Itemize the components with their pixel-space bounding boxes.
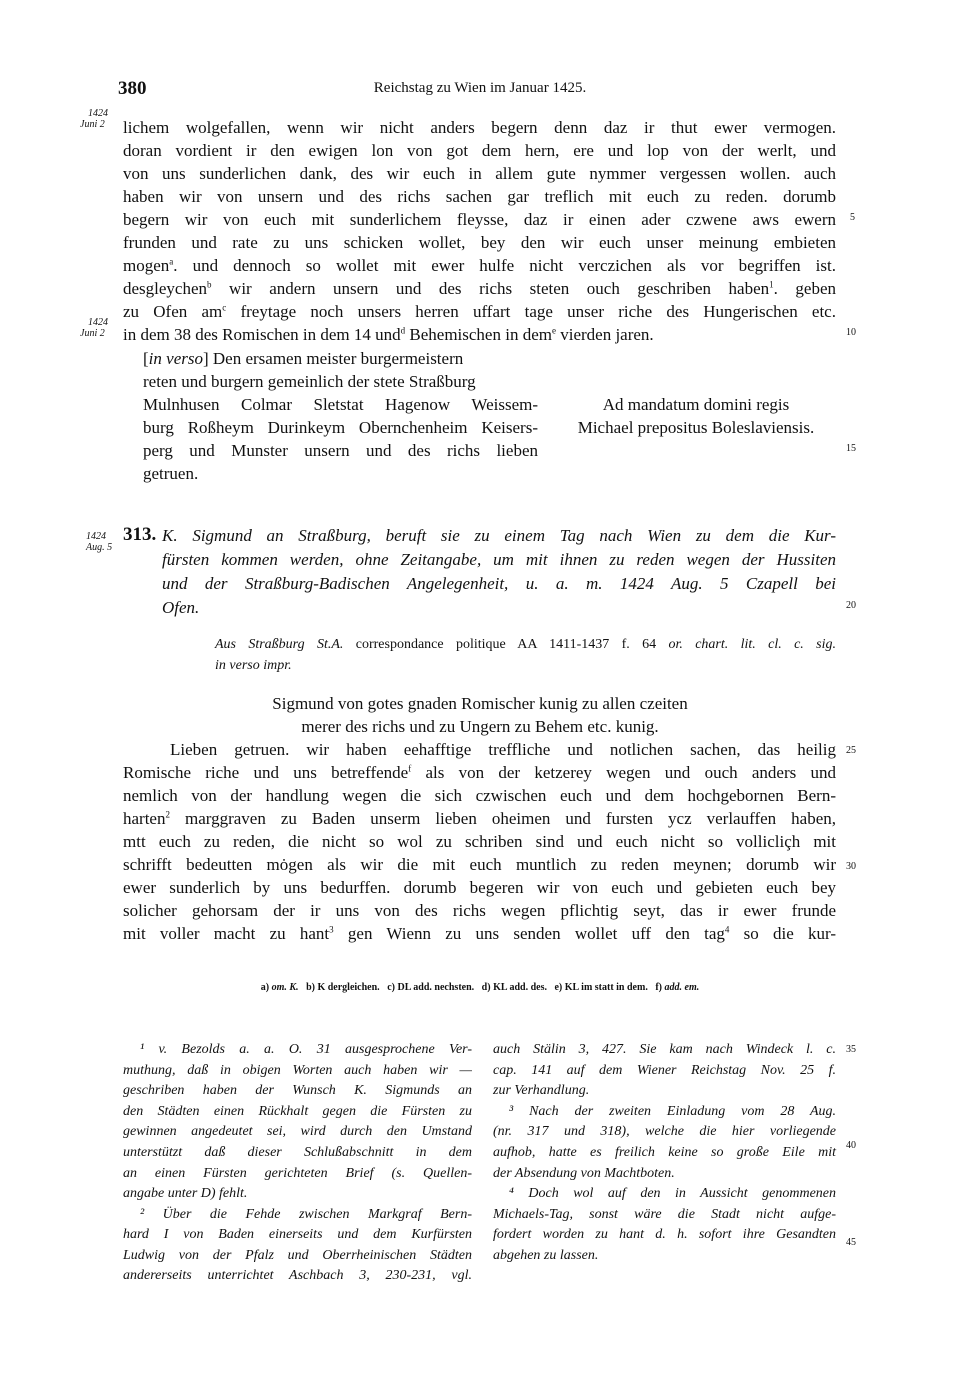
line-number: 45 [846,1237,856,1248]
text: . geben [773,279,837,298]
text-line: doran vordient ir den ewigen lon von got dem hern, ere und lop von der werlt, und [123,141,836,160]
running-title: Reichstag zu Wien im Januar 1425. [373,80,587,96]
footnote-line: ² Über die Fehde zwischen Markgraf Bern- [140,1207,472,1222]
regest-line: fürsten kommen werden, ohne Zeitangabe, um mit ihnen zu reden wegen der Hussiten [162,550,836,569]
footnote-line: auch Stälin 3, 427. Sie kam nach Windeck l. c. [493,1042,836,1057]
regest-line: K. Sigmund an Straßburg, beruft sie zu einem Tag nach Wien zu dem die Kur- [162,526,836,545]
source-archive: Aus Straßburg St.A. [215,637,344,652]
text-line [123,277,836,300]
intitulatio-line: merer des richs und zu Ungern zu Behem etc. kunig. [301,717,659,736]
text: mogen [123,256,170,275]
margin-day: Aug. 5 [86,542,113,553]
address-line: [in verso] Den ersamen meister burgermeistern [143,349,464,368]
footnote-line: (nr. 317 und 318), welche die hier vorliegende [493,1124,836,1139]
apparatus-key: b) [306,982,315,993]
page-number: 380 [118,78,147,99]
note-mark: d [400,325,406,336]
address-line: Mulnhusen Colmar Sletstat Hagenow Weissem- [143,395,538,414]
text-line: ewer sunderlich by uns bedurffen. dorumb begeren wir von euch und gebieten euch bey [123,878,836,897]
apparatus-text: DL add. nechsten. [397,982,475,993]
footnote-line: andererseits unterrichtet Aschbach 3, 230-231, vgl. [123,1268,472,1283]
text: gen Wienn zu uns senden wollet uff den tag [333,924,725,943]
text: vierden jaren. [555,325,654,344]
apparatus-text: add. em. [664,982,700,993]
note-mark: e [551,325,556,336]
footnote-line: ³ Nach der zweiten Einladung vom 28 Aug. [509,1104,836,1119]
footnote-mark: 4 [724,924,730,935]
intitulatio-line: Sigmund von gotes gnaden Romischer kunig zu allen czeiten [272,694,688,713]
line-number: 40 [846,1140,856,1151]
footnote-line: zur Verhandlung. [493,1083,590,1098]
source-line: in verso impr. [215,658,292,673]
text: wir andern unsern und des richs steten ouch geschriben haben [211,279,770,298]
text-line: schrifft bedeutten mȯgen als wir die mit euch muntlich zu reden meynen; dorumb wir [123,855,836,874]
footnote-line: unterstützt daß dieser Schlußabschnitt in dem [123,1145,472,1160]
note-mark: c [222,302,227,313]
footnote-line: muthung, daß in obigen Worten auch haben wir — [123,1063,472,1078]
line-number: 10 [846,327,856,338]
note-mark: f [408,763,412,774]
line-number: 35 [846,1044,856,1055]
apparatus-key: c) [387,982,395,993]
text-line [123,922,836,945]
source-text: correspondance politique AA 1411-1437 f. 64 [343,637,669,652]
footnote-line: angabe unter D) fehlt. [123,1186,248,1201]
margin-date-2 [80,317,108,339]
text-line [123,254,836,277]
mandate-line: Ad mandatum domini regis [602,395,790,414]
text-line [123,323,836,346]
text: Romische riche und uns betreffende [123,763,409,782]
footnote-mark: 3 [329,924,334,935]
apparatus-key: f) [655,982,662,993]
apparatus-text: KL im statt in dem. [564,982,648,993]
address-line: perg und Munster unsern und des richs lieben [143,441,538,460]
text-line: lichem wolgefallen, wenn wir nicht anders begern denn daz ir thut ewer vermogen. [123,118,836,137]
apparatus-key: a) [260,982,270,993]
line-number: 15 [846,443,856,454]
margin-year: 1424 [86,531,106,542]
text-line: mtt euch zu reden, die nicht so wol zu schriben sind und euch nicht so vollicliçh mit [123,832,836,851]
margin-date-1 [80,108,108,130]
text: zu Ofen am [123,302,223,321]
text-line [123,761,836,784]
address-line: reten und burgern gemeinlich der stete Straßburg [143,372,476,391]
mandate-note [560,393,832,439]
text: . und dennoch so wollet mit ewer hulfe nicht verczichen als vor begriffen ist. [173,256,836,275]
text-line: haben wir von unsern und des richs sachen gar treflich mit euch zu reden. dorumb [123,187,836,206]
margin-date-3 [86,531,112,553]
margin-year: 1424 [88,317,108,328]
text: mit voller macht zu hant [123,924,330,943]
footnote-line: an einen Fürsten gerichteten Brief (s. Quellen- [123,1166,472,1181]
footnote-line: aufhob, hatte es freilich keine so große Eile mit [493,1145,836,1160]
line-number: 5 [850,212,855,223]
apparatus-key: e) [554,982,563,993]
text: desgleychen [123,279,208,298]
note-mark: a [169,256,174,267]
apparatus-key: d) [481,982,491,993]
footnote-mark: 2 [165,809,170,820]
text: marggraven zu Baden unserm lieben oheimen und fursten ycz verlauffen haben, [169,809,836,828]
text: Behemischen in dem [405,325,552,344]
line-number: 20 [846,600,856,611]
text-line [123,807,836,830]
margin-year: 1424 [88,108,108,119]
note-mark: b [207,279,212,290]
footnote-line: ¹ v. Bezolds a. a. O. 31 ausgesprochene Ver- [140,1042,472,1057]
footnote-line: abgehen zu lassen. [493,1248,599,1263]
text: in dem 38 des Romischen in dem 14 und [123,325,401,344]
footnote-line: gewinnen angedeutet sei, wird durch den Umstand [123,1124,472,1139]
footnote-line: Ludwig von der Pfalz und Oberrheinischen Städten [123,1248,472,1263]
text-line: frunden und rate zu uns schicken wollet, bey den wir euch unser meinung embieten [123,233,836,252]
regest-line: und der Straßburg-Badischen Angelegenheit, u. a. m. 1424 Aug. 5 Czapell bei [162,574,836,593]
margin-day: Juni 2 [80,119,105,130]
footnote-mark: 1 [769,279,774,290]
text: als von der ketzerey wegen und ouch anders und [411,763,837,782]
text-line: solicher gehorsam der ir uns von des richs wegen pflichtig seyt, das ir ewer frunde [123,901,836,920]
mandate-line: Michael prepositus Boleslaviensis. [577,418,815,437]
footnote-line: hard I von Baden einerseits und dem Kurfürsten [123,1227,472,1242]
address-block [143,347,538,485]
source-description: or. chart. lit. cl. c. sig. [668,637,836,652]
text-line: begern wir von euch mit sunderlichem fleysse, daz ir einen ader czwene aws ewern [123,210,836,229]
text-line [123,300,836,323]
source-line [215,634,836,655]
text-line: Lieben getruen. wir haben eehafftige treffliche und notlichen sachen, das heilig [170,740,836,759]
footnote-line: ⁴ Doch wol auf den in Aussicht genommenen [509,1186,836,1201]
document-number: 313. [123,524,157,545]
apparatus-text: K dergleichen. [317,982,380,993]
footnote-line: der Absendung von Machtboten. [493,1166,675,1181]
footnote-line: fordert worden zu hant d. h. sofort ihre Gesandten [493,1227,836,1242]
apparatus-text: KL add. des. [493,982,547,993]
text: harten [123,809,166,828]
apparatus-text: om. K. [271,982,299,993]
footnote-line: geschriben haben der Wunsch K. Sigmunds an [123,1083,472,1098]
line-number: 25 [846,745,856,756]
line-number: 30 [846,861,856,872]
critical-apparatus [0,982,960,993]
margin-day: Juni 2 [80,328,105,339]
footnote-line: cap. 141 auf dem Wiener Reichstag Nov. 25 f. [493,1063,836,1078]
address-line: getruen. [143,464,199,483]
text-line: nemlich von der handlung wegen die sich czwischen euch und dem hochgebornen Bern- [123,786,836,805]
regest-line: Ofen. [162,598,200,617]
footnote-line: Michaels-Tag, sonst wäre die Stadt nicht aufge- [493,1207,836,1222]
address-line: burg Roßheym Durinkeym Obernchenheim Keisers- [143,418,538,437]
text-line: von uns sunderlichen dank, des wir euch in allem gute nymmer vergessen wollen. auch [123,164,836,183]
text: so die kur- [729,924,836,943]
text: Den ersamen meister burgermeistern [212,349,464,368]
text: freytage noch unsers herren uffart tage unser riche des Hungerischen etc. [226,302,836,321]
footnote-line: den Städten einen Rückhalt gegen die Fürsten zu [123,1104,472,1119]
in-verso-label: in verso [148,349,203,368]
